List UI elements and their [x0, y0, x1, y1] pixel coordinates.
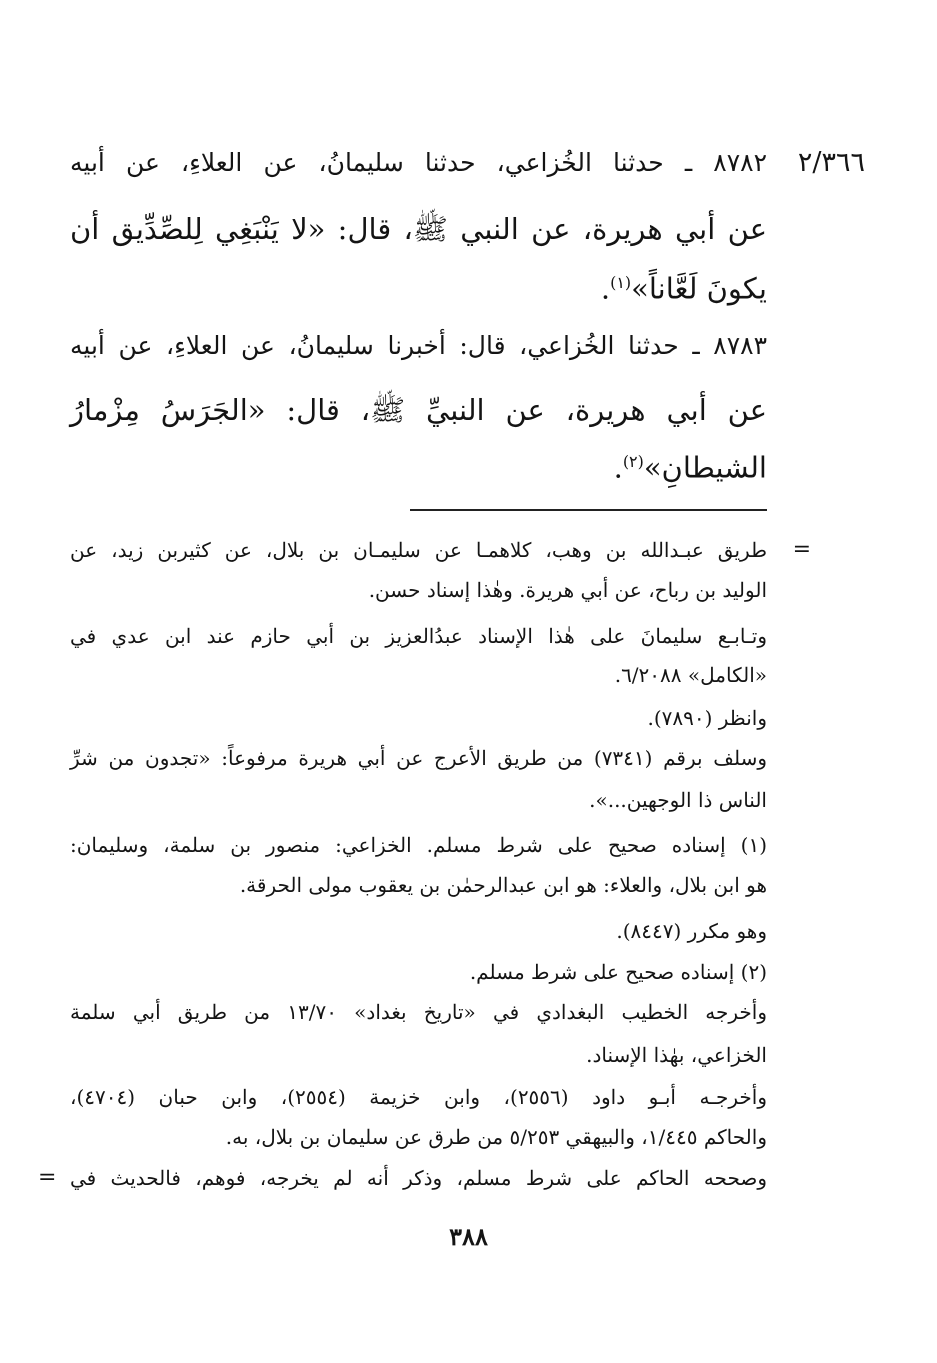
hadith-8783-line-1: ٨٧٨٣ ـ حدثنا الخُزاعي، قال: أخبرنا سليمانُ، عن العلاءِ، عن أبيه — [70, 331, 767, 360]
footnote-end-mark: = — [38, 1165, 57, 1190]
footnote-line-4: «الكامل» ٦/٢٠٨٨. — [614, 663, 767, 687]
footnote-marker-2: (٢) — [622, 452, 644, 471]
hadith-8782-line-1: ٨٧٨٢ ـ حدثنا الخُزاعي، حدثنا سليمانُ، عن العلاءِ، عن أبيه — [70, 148, 767, 177]
footnote-line-8: (١) إسناده صحيح على شرط مسلم. الخزاعي: منصور بن سلمة، وسليمان: — [70, 833, 767, 857]
hadith-8783-period: . — [613, 450, 623, 485]
hadith-8782-text-end: يكونَ لَعَّاناً» — [631, 271, 767, 306]
footnote-separator — [410, 509, 767, 511]
footnote-line-7: الناس ذا الوجهين...». — [589, 788, 767, 812]
hadith-8783-text-end: الشيطانِ» — [643, 450, 767, 485]
margin-reference: ٢/٣٦٦ — [797, 147, 865, 178]
footnote-line-6: وسلف برقم (٧٣٤١) من طريق الأعرج عن أبي هريرة مرفوعاً: «تجدون من شرِّ — [70, 746, 767, 770]
footnote-line-15: والحاكم ١/٤٤٥، والبيهقي ٥/٢٥٣ من طرق عن سليمان بن بلال، به. — [225, 1125, 767, 1149]
hadith-8783-line-3 — [70, 438, 767, 492]
footnote-continuation-mark: = — [792, 537, 811, 562]
footnote-line-13: الخزاعي، بهٰذا الإسناد. — [586, 1043, 767, 1067]
footnote-line-11: (٢) إسناده صحيح على شرط مسلم. — [469, 960, 767, 984]
footnote-line-3: وتـابـع سليمانَ على هٰذا الإسناد عبدُالعزيز بن أبي حازم عند ابن عدي في — [70, 624, 767, 648]
hadith-8782-line-2: عن أبي هريرة، عن النبي ﷺ، قال: «لا يَنْبَغِي لِلصِّدِّيق أن — [70, 212, 768, 246]
hadith-8782-line-3 — [70, 259, 767, 313]
page-number: ٣٨٨ — [449, 1222, 488, 1251]
footnote-marker-1: (١) — [610, 273, 632, 292]
footnote-line-14: وأخرجـه أبـو داود (٢٥٥٦)، وابن خزيمة (٢٥٥٤)، وابن حبان (٤٧٠٤)، — [70, 1085, 767, 1109]
footnote-line-10: وهو مكرر (٨٤٤٧). — [616, 919, 767, 943]
footnote-line-12: وأخرجه الخطيب البغدادي في «تاريخ بغداد» ١٣/٧٠ من طريق أبي سلمة — [70, 1000, 767, 1024]
hadith-8782-period: . — [600, 271, 611, 306]
footnote-line-2: الوليد بن رباح، عن أبي هريرة. وهٰذا إسناد حسن. — [368, 578, 767, 602]
footnote-line-5: وانظر (٧٨٩٠). — [647, 706, 767, 730]
footnote-line-1: طريق عبـدالله بن وهب، كلاهمـا عن سليمـان بن بلال، عن كثيربن زيد، عن — [70, 538, 767, 562]
footnote-line-16: وصححه الحاكم على شرط مسلم، وذكر أنه لم يخرجه، فوهم، فالحديث في — [70, 1166, 767, 1190]
footnote-line-9: هو ابن بلال، والعلاء: هو ابن عبدالرحمٰن بن يعقوب مولى الحرقة. — [239, 873, 767, 897]
hadith-8783-line-2: عن أبي هريرة، عن النبيِّ ﷺ، قال: «الجَرَسُ مِزْمارُ — [70, 393, 767, 427]
